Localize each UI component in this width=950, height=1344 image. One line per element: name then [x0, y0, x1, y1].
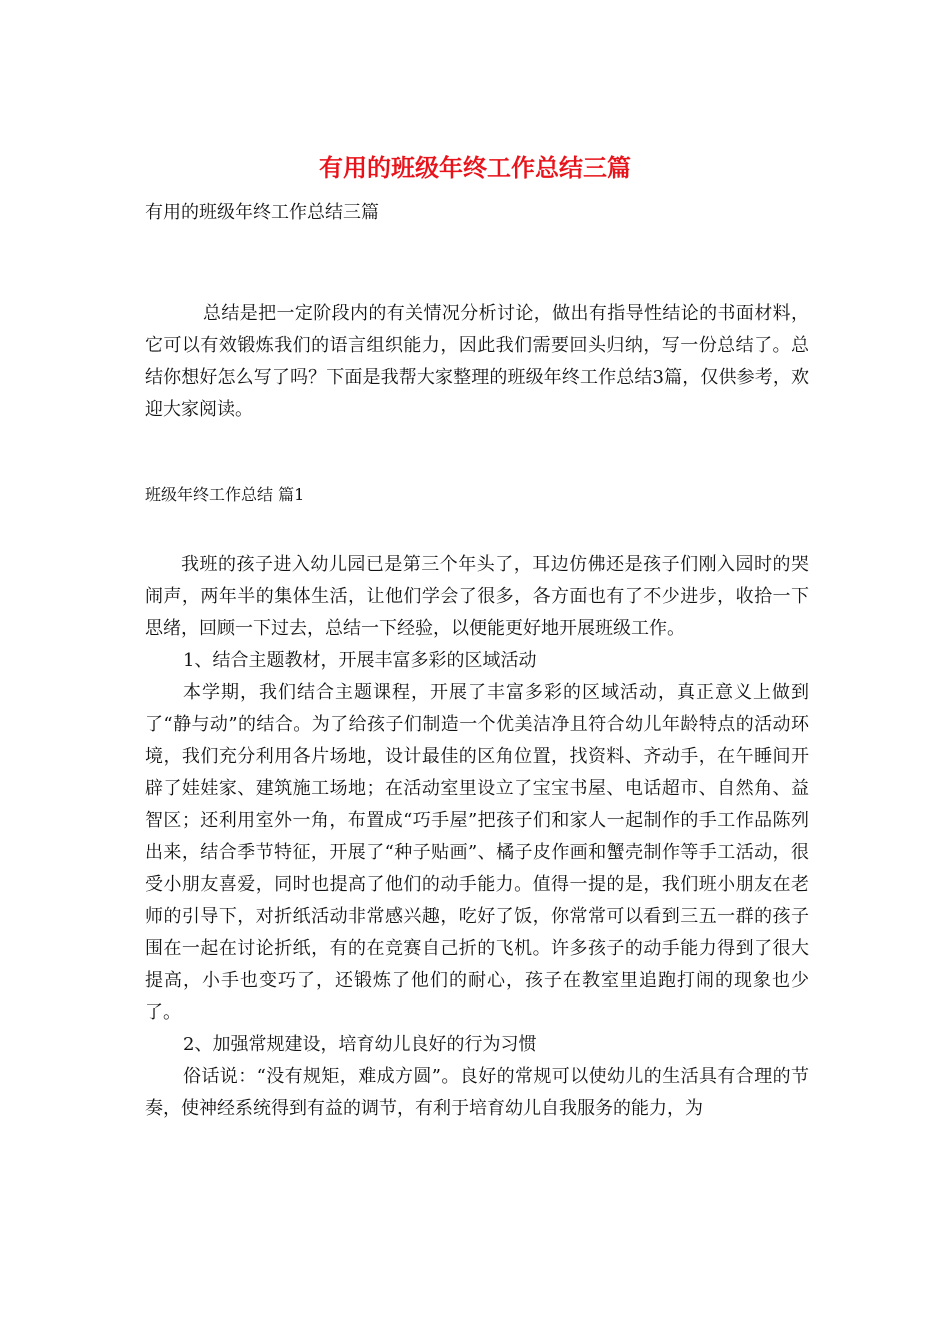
document-subtitle: 有用的班级年终工作总结三篇: [145, 202, 379, 223]
section-body: [145, 549, 809, 1125]
body-paragraph: 俗话说：“没有规矩，难成方圆”。良好的常规可以使幼儿的生活具有合理的节奏，使神经系统得到有益的调节，有利于培育幼儿自我服务的能力，为: [145, 1066, 809, 1119]
body-paragraph: 本学期，我们结合主题课程，开展了丰富多彩的区域活动，真正意义上做到了“静与动”的结合。为了给孩子们制造一个优美洁净且符合幼儿年龄特点的活动环境，我们充分利用各片场地，设计最佳的区角位置，找资料、齐动手，在午睡间开辟了娃娃家、建筑施工场地；在活动室里设立了宝宝书屋、电话超市、自然角、益智区；还利用室外一角，布置成“巧手屋”把孩子们和家人一起制作的手工作品陈列出来，结合季节特征，开展了“种子贴画”、橘子皮作画和蟹壳制作等手工活动，很受小朋友喜爱，同时也提高了他们的动手能力。值得一提的是，我们班小朋友在老师的引导下，对折纸活动非常感兴趣，吃好了饭，你常常可以看到三五一群的孩子围在一起在讨论折纸，有的在竞赛自己折的飞机。许多孩子的动手能力得到了很大提高，小手也变巧了，还锻炼了他们的耐心，孩子在教室里追跑打闹的现象也少了。: [145, 682, 809, 1023]
section-heading: 班级年终工作总结 篇1: [145, 485, 305, 504]
body-paragraph: 我班的孩子进入幼儿园已是第三个年头了，耳边仿佛还是孩子们刚入园时的哭闹声，两年半的集体生活，让他们学会了很多，各方面也有了不少进步，收拾一下思绪，回顾一下过去，总结一下经验，以便能更好地开展班级工作。: [145, 554, 809, 639]
subheading-paragraph: 2、加强常规建设，培育幼儿良好的行为习惯: [183, 1034, 537, 1055]
intro-section: [145, 298, 809, 426]
intro-paragraph: 总结是把一定阶段内的有关情况分析讨论，做出有指导性结论的书面材料，它可以有效锻炼我们的语言组织能力，因此我们需要回头归纳，写一份总结了。总结你想好怎么写了吗？下面是我帮大家整理的班级年终工作总结3篇，仅供参考，欢迎大家阅读。: [145, 303, 809, 420]
subheading-paragraph: 1、结合主题教材，开展丰富多彩的区域活动: [183, 650, 537, 671]
document-title: 有用的班级年终工作总结三篇: [319, 153, 631, 182]
